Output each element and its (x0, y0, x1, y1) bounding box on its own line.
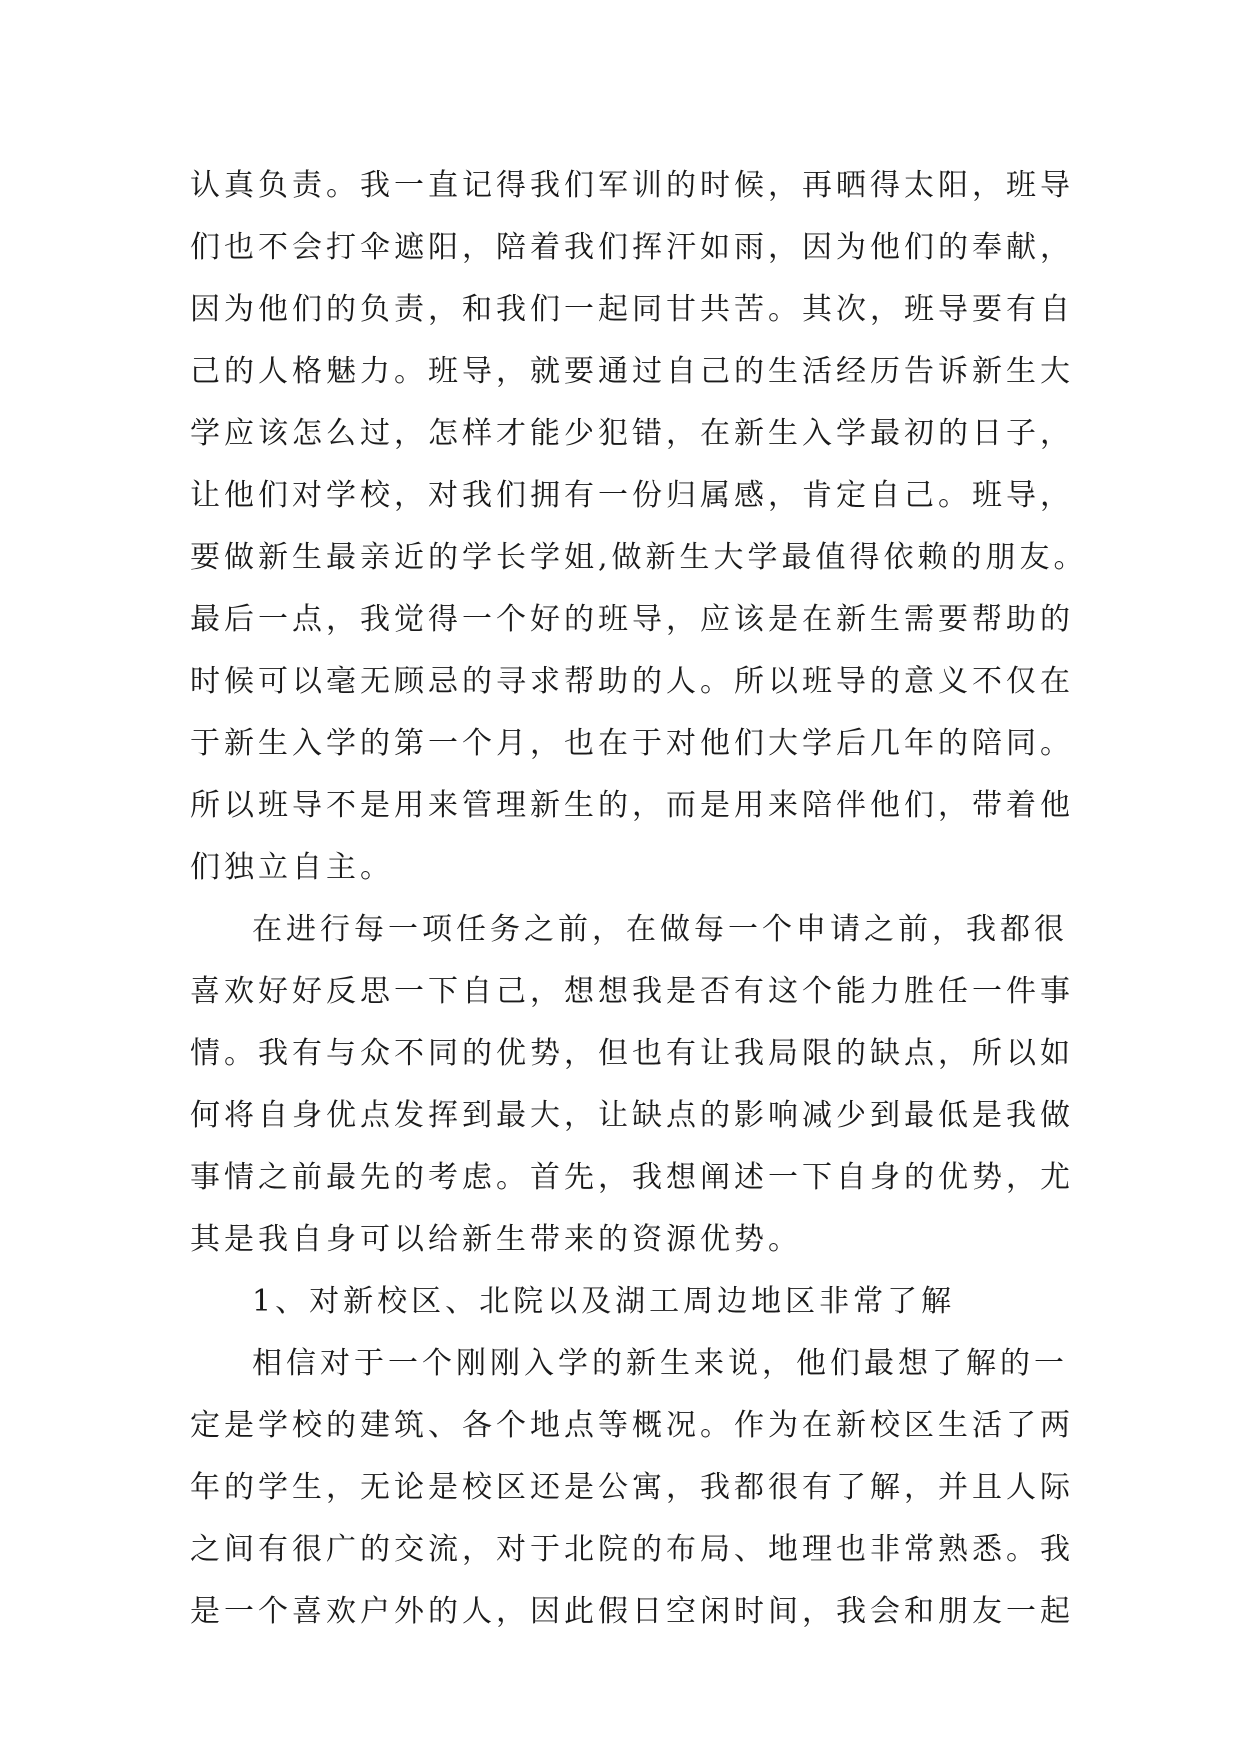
text-line: 是一个喜欢户外的人，因此假日空闲时间，我会和朋友一起 (190, 1594, 1074, 1629)
text-line: 学应该怎么过，怎样才能少犯错，在新生入学最初的日子， (190, 416, 1074, 451)
text-line: 们也不会打伞遮阳，陪着我们挥汗如雨，因为他们的奉献， (190, 230, 1074, 265)
text-line: 要做新生最亲近的学长学姐,做新生大学最值得依赖的朋友。 (190, 540, 1088, 575)
text-line: 因为他们的负责，和我们一起同甘共苦。其次，班导要有自 (190, 292, 1074, 327)
text-line: 定是学校的建筑、各个地点等概况。作为在新校区生活了两 (190, 1408, 1074, 1443)
text-line: 时候可以毫无顾忌的寻求帮助的人。所以班导的意义不仅在 (190, 664, 1074, 699)
text-line: 年的学生，无论是校区还是公寓，我都很有了解，并且人际 (190, 1470, 1074, 1505)
section-heading: 1、对新校区、北院以及湖工周边地区非常了解 (252, 1284, 956, 1319)
text-line: 其是我自身可以给新生带来的资源优势。 (190, 1222, 802, 1257)
text-line: 之间有很广的交流，对于北院的布局、地理也非常熟悉。我 (190, 1532, 1074, 1567)
text-line: 何将自身优点发挥到最大，让缺点的影响减少到最低是我做 (190, 1098, 1074, 1133)
text-line: 让他们对学校，对我们拥有一份归属感，肯定自己。班导， (190, 478, 1074, 513)
paragraph-start-line: 相信对于一个刚刚入学的新生来说，他们最想了解的一 (252, 1346, 1068, 1381)
text-line: 情。我有与众不同的优势，但也有让我局限的缺点，所以如 (190, 1036, 1074, 1071)
paragraph-start-line: 在进行每一项任务之前，在做每一个申请之前，我都很 (252, 912, 1068, 947)
text-line: 事情之前最先的考虑。首先，我想阐述一下自身的优势，尤 (190, 1160, 1074, 1195)
text-line: 喜欢好好反思一下自己，想想我是否有这个能力胜任一件事 (190, 974, 1074, 1009)
text-line: 所以班导不是用来管理新生的，而是用来陪伴他们，带着他 (190, 788, 1074, 823)
text-line: 于新生入学的第一个月，也在于对他们大学后几年的陪同。 (190, 726, 1074, 761)
text-line: 己的人格魅力。班导，就要通过自己的生活经历告诉新生大 (190, 354, 1074, 389)
text-line: 认真负责。我一直记得我们军训的时候，再晒得太阳，班导 (190, 168, 1074, 203)
document-body (190, 155, 1088, 1643)
text-line: 最后一点，我觉得一个好的班导，应该是在新生需要帮助的 (190, 602, 1074, 637)
text-line: 们独立自主。 (190, 850, 394, 885)
